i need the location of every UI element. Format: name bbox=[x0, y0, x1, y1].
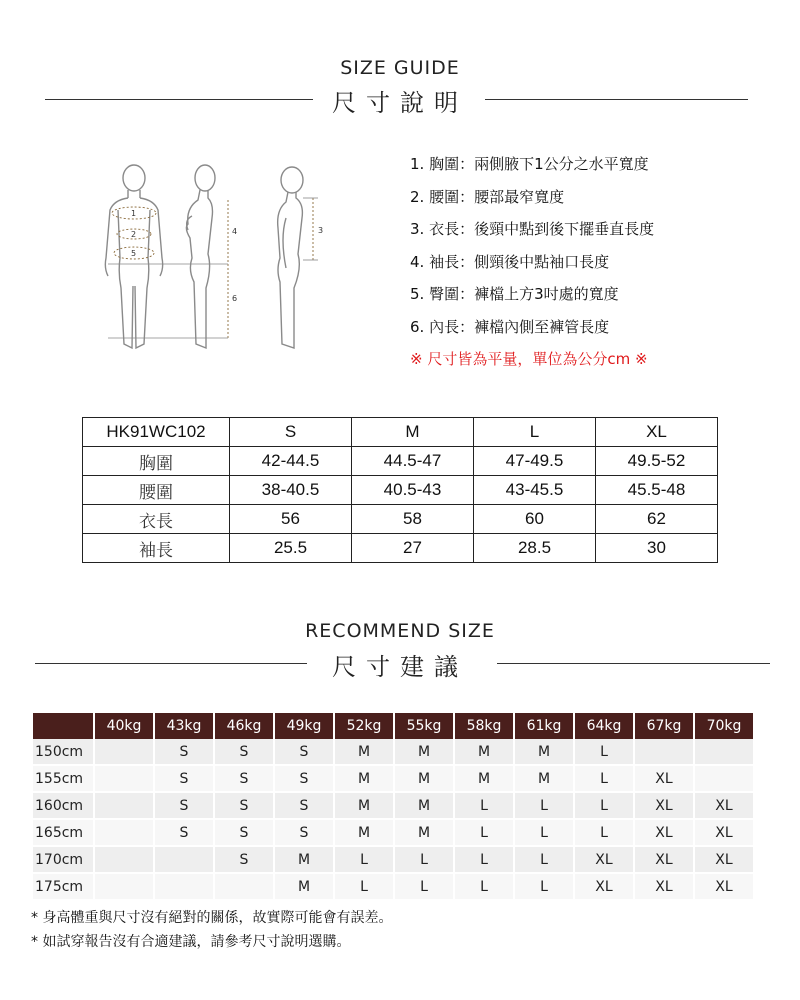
measurement-item: 5. 臀圍：褲檔上方3吋處的寬度 bbox=[410, 285, 619, 303]
recommend-cell: L bbox=[515, 820, 575, 847]
measurement-item: 6. 內長：褲檔內側至褲管長度 bbox=[410, 317, 610, 336]
label-waist: 2 bbox=[131, 230, 137, 239]
corner-cell bbox=[33, 713, 95, 739]
recommend-cell: S bbox=[215, 739, 275, 766]
recommend-cell: XL bbox=[635, 793, 695, 820]
label-hip: 5 bbox=[131, 249, 137, 258]
label-sleeve: 4 bbox=[232, 227, 238, 236]
recommend-cell: XL bbox=[695, 847, 755, 874]
height-label: 170cm bbox=[33, 847, 95, 874]
recommend-cell: S bbox=[215, 820, 275, 847]
table-row bbox=[33, 874, 755, 901]
back-figure-outline bbox=[278, 167, 303, 348]
table-cell: 25.5 bbox=[230, 534, 352, 563]
measurement-item: 1. 胸圍：兩側腋下1公分之水平寬度 bbox=[410, 155, 649, 173]
recommend-title-en: RECOMMEND SIZE bbox=[305, 620, 495, 642]
measurement-definitions bbox=[410, 148, 654, 376]
label-length: 3 bbox=[318, 226, 324, 235]
weight-header: 52kg bbox=[335, 713, 395, 739]
recommend-cell: M bbox=[395, 793, 455, 820]
recommend-cell: XL bbox=[575, 847, 635, 874]
recommend-cell: L bbox=[515, 847, 575, 874]
recommend-cell: S bbox=[215, 847, 275, 874]
model-code: HK91WC102 bbox=[83, 418, 230, 447]
footnote: * 如試穿報告沒有合適建議，請參考尺寸說明選購。 bbox=[31, 934, 351, 950]
size-guide-title-zh: 尺寸說明 bbox=[332, 89, 468, 117]
recommend-cell bbox=[215, 874, 275, 901]
size-header: XL bbox=[596, 418, 718, 447]
recommend-cell: S bbox=[155, 820, 215, 847]
measurement-item: 3. 衣長：後頸中點到後下擺垂直長度 bbox=[410, 220, 655, 238]
recommend-cell bbox=[95, 820, 155, 847]
recommend-cell: M bbox=[275, 874, 335, 901]
recommend-cell: L bbox=[575, 793, 635, 820]
table-cell: 45.5-48 bbox=[596, 476, 718, 505]
weight-header: 40kg bbox=[95, 713, 155, 739]
footnote: * 身高體重與尺寸沒有絕對的關係，故實際可能會有誤差。 bbox=[31, 910, 393, 926]
recommend-cell: M bbox=[335, 739, 395, 766]
recommend-cell: S bbox=[275, 739, 335, 766]
recommend-cell bbox=[95, 847, 155, 874]
size-table-header bbox=[83, 418, 718, 447]
table-cell: 42-44.5 bbox=[230, 447, 352, 476]
recommend-cell: S bbox=[215, 766, 275, 793]
measurement-note: ※ 尺寸皆為平量，單位為公分cm ※ bbox=[410, 350, 648, 368]
measurement-item: 2. 腰圍：腰部最窄寬度 bbox=[410, 187, 565, 206]
recommend-cell: L bbox=[575, 820, 635, 847]
recommend-cell: M bbox=[455, 766, 515, 793]
recommend-cell bbox=[95, 793, 155, 820]
row-label: 衣長 bbox=[83, 505, 230, 534]
weight-header: 55kg bbox=[395, 713, 455, 739]
weight-header: 64kg bbox=[575, 713, 635, 739]
size-header: S bbox=[230, 418, 352, 447]
recommend-cell: L bbox=[455, 793, 515, 820]
table-row bbox=[83, 534, 718, 563]
recommend-cell: M bbox=[335, 766, 395, 793]
weight-header: 58kg bbox=[455, 713, 515, 739]
recommend-cell: M bbox=[395, 820, 455, 847]
table-row bbox=[33, 820, 755, 847]
table-cell: 30 bbox=[596, 534, 718, 563]
recommend-cell bbox=[695, 739, 755, 766]
recommend-cell: S bbox=[155, 766, 215, 793]
recommend-cell: M bbox=[335, 820, 395, 847]
height-label: 165cm bbox=[33, 820, 95, 847]
recommend-cell: XL bbox=[695, 793, 755, 820]
weight-header-row bbox=[33, 713, 755, 739]
recommend-cell bbox=[95, 739, 155, 766]
table-cell: 56 bbox=[230, 505, 352, 534]
recommend-cell: XL bbox=[635, 847, 695, 874]
table-cell: 47-49.5 bbox=[474, 447, 596, 476]
recommend-cell: XL bbox=[635, 820, 695, 847]
label-chest: 1 bbox=[131, 209, 137, 218]
recommend-cell bbox=[95, 874, 155, 901]
label-inseam: 6 bbox=[232, 294, 238, 303]
weight-header: 67kg bbox=[635, 713, 695, 739]
recommend-cell: M bbox=[515, 739, 575, 766]
weight-header: 61kg bbox=[515, 713, 575, 739]
side-figure-outline bbox=[186, 165, 215, 348]
table-row bbox=[33, 739, 755, 766]
weight-header: 46kg bbox=[215, 713, 275, 739]
recommend-cell: XL bbox=[635, 874, 695, 901]
table-row bbox=[33, 847, 755, 874]
table-cell: 60 bbox=[474, 505, 596, 534]
recommend-cell: M bbox=[395, 766, 455, 793]
size-header: M bbox=[352, 418, 474, 447]
weight-header: 49kg bbox=[275, 713, 335, 739]
recommend-cell: L bbox=[395, 874, 455, 901]
table-cell: 28.5 bbox=[474, 534, 596, 563]
recommend-cell: L bbox=[455, 847, 515, 874]
table-cell: 49.5-52 bbox=[596, 447, 718, 476]
recommend-cell: XL bbox=[695, 820, 755, 847]
recommend-cell: L bbox=[335, 874, 395, 901]
recommend-cell: M bbox=[515, 766, 575, 793]
height-label: 150cm bbox=[33, 739, 95, 766]
table-row bbox=[83, 447, 718, 476]
table-cell: 58 bbox=[352, 505, 474, 534]
row-label: 腰圍 bbox=[83, 476, 230, 505]
measurement-item: 4. 袖長：側頸後中點袖口長度 bbox=[410, 252, 610, 271]
recommend-cell: S bbox=[275, 820, 335, 847]
recommend-cell: L bbox=[575, 766, 635, 793]
recommend-cell bbox=[95, 766, 155, 793]
row-label: 袖長 bbox=[83, 534, 230, 563]
recommend-cell: S bbox=[275, 793, 335, 820]
height-label: 175cm bbox=[33, 874, 95, 901]
recommend-cell: M bbox=[455, 739, 515, 766]
recommend-cell bbox=[155, 874, 215, 901]
size-guide-title-en: SIZE GUIDE bbox=[340, 57, 460, 79]
body-measurement-illustration bbox=[88, 158, 348, 358]
table-row bbox=[83, 476, 718, 505]
table-cell: 43-45.5 bbox=[474, 476, 596, 505]
recommend-cell: L bbox=[455, 874, 515, 901]
table-cell: 44.5-47 bbox=[352, 447, 474, 476]
table-row bbox=[33, 766, 755, 793]
recommend-cell bbox=[695, 766, 755, 793]
recommend-cell: L bbox=[515, 793, 575, 820]
recommend-title-zh: 尺寸建議 bbox=[332, 653, 468, 681]
table-cell: 27 bbox=[352, 534, 474, 563]
recommend-cell: XL bbox=[695, 874, 755, 901]
size-table bbox=[82, 417, 718, 563]
recommend-cell: L bbox=[515, 874, 575, 901]
recommend-cell: L bbox=[395, 847, 455, 874]
row-label: 胸圍 bbox=[83, 447, 230, 476]
recommend-cell: S bbox=[275, 766, 335, 793]
recommend-cell: L bbox=[575, 739, 635, 766]
recommend-cell: XL bbox=[635, 766, 695, 793]
divider-right bbox=[497, 663, 770, 664]
table-cell: 62 bbox=[596, 505, 718, 534]
recommend-cell: M bbox=[395, 739, 455, 766]
footnotes bbox=[31, 906, 392, 954]
recommend-cell bbox=[155, 847, 215, 874]
table-row bbox=[33, 793, 755, 820]
size-header: L bbox=[474, 418, 596, 447]
recommend-cell: M bbox=[335, 793, 395, 820]
recommend-cell bbox=[635, 739, 695, 766]
weight-header: 43kg bbox=[155, 713, 215, 739]
table-cell: 38-40.5 bbox=[230, 476, 352, 505]
recommend-cell: M bbox=[275, 847, 335, 874]
height-label: 155cm bbox=[33, 766, 95, 793]
recommend-cell: S bbox=[155, 793, 215, 820]
recommend-cell: L bbox=[455, 820, 515, 847]
recommend-cell: XL bbox=[575, 874, 635, 901]
divider-right bbox=[485, 99, 748, 100]
recommend-cell: S bbox=[215, 793, 275, 820]
table-cell: 40.5-43 bbox=[352, 476, 474, 505]
weight-header: 70kg bbox=[695, 713, 755, 739]
recommend-cell: S bbox=[155, 739, 215, 766]
height-label: 160cm bbox=[33, 793, 95, 820]
table-row bbox=[83, 505, 718, 534]
recommend-table bbox=[33, 713, 755, 901]
recommend-cell: L bbox=[335, 847, 395, 874]
